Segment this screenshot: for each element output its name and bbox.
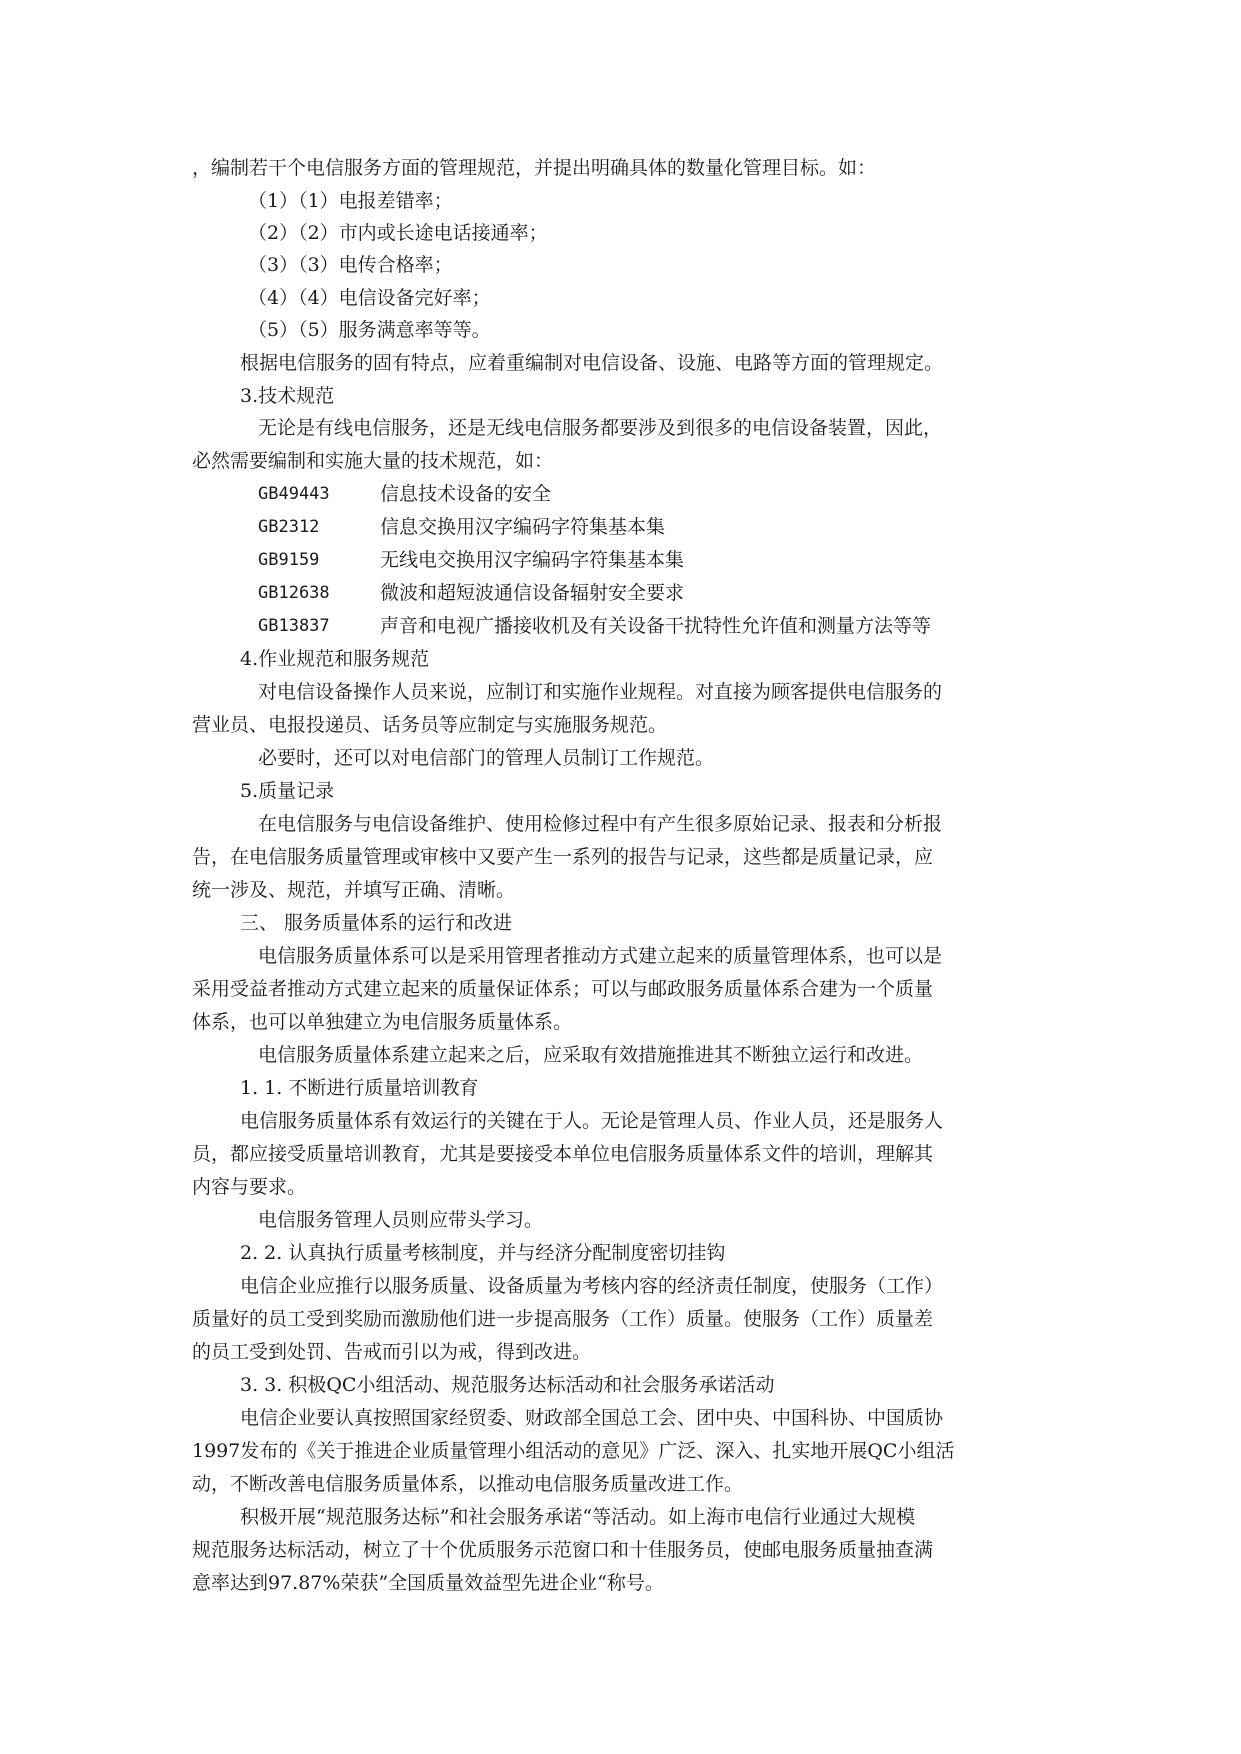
paragraph-line: 必然需要编制和实施大量的技术规范，如：	[192, 450, 554, 472]
paragraph-line: 无论是有线电信服务，还是无线电信服务都要涉及到很多的电信设备装置，因此，	[258, 417, 943, 439]
paragraph-line: 的员工受到处罚、告戒而引以为戒，得到改进。	[192, 1341, 592, 1363]
list-item: （2）（2）市内或长途电话接通率；	[248, 222, 548, 244]
paragraph-line: 规范服务达标活动，树立了十个优质服务示范窗口和十佳服务员，使邮电服务质量抽查满	[192, 1539, 934, 1561]
list-item: （1）（1）电报差错率；	[248, 190, 453, 212]
paragraph-line: 对电信设备操作人员来说，应制订和实施作业规程。对直接为顾客提供电信服务的	[258, 681, 943, 703]
list-item: （4）（4）电信设备完好率；	[248, 287, 491, 309]
section-heading: 1. 1. 不断进行质量培训教育	[240, 1077, 479, 1099]
standard-title: 无线电交换用汉字编码字符集基本集	[380, 549, 685, 571]
standard-code: GB12638	[258, 583, 330, 603]
paragraph-line: 质量好的员工受到奖励而激励他们进一步提高服务（工作）质量。使服务（工作）质量差	[192, 1308, 934, 1330]
paragraph-line: 营业员、电报投递员、话务员等应制定与实施服务规范。	[192, 714, 668, 736]
paragraph-line: 统一涉及、规范，并填写正确、清晰。	[192, 879, 516, 901]
section-heading: 2. 2. 认真执行质量考核制度，并与经济分配制度密切挂钩	[240, 1242, 726, 1264]
paragraph-line: ，编制若干个电信服务方面的管理规范，并提出明确具体的数量化管理目标。如：	[192, 157, 877, 179]
standard-title: 微波和超短波通信设备辐射安全要求	[380, 582, 685, 604]
standard-code: GB2312	[258, 517, 320, 537]
paragraph-line: 采用受益者推动方式建立起来的质量保证体系；可以与邮政服务质量体系合建为一个质量	[192, 978, 934, 1000]
paragraph-line: 电信服务质量体系有效运行的关键在于人。无论是管理人员、作业人员，还是服务人	[240, 1110, 944, 1132]
paragraph-line: 电信服务管理人员则应带头学习。	[258, 1209, 544, 1231]
paragraph-line: 积极开展“规范服务达标”和社会服务承诺“等活动。如上海市电信行业通过大规模	[240, 1506, 916, 1528]
paragraph-line: 电信企业要认真按照国家经贸委、财政部全国总工会、团中央、中国科协、中国质协	[240, 1407, 944, 1429]
paragraph-line: 员，都应接受质量培训教育，尤其是要接受本单位电信服务质量体系文件的培训，理解其	[192, 1143, 934, 1165]
paragraph-line: 必要时，还可以对电信部门的管理人员制订工作规范。	[258, 747, 715, 769]
paragraph-line: 动，不断改善电信服务质量体系，以推动电信服务质量改进工作。	[192, 1473, 744, 1495]
list-item: （5）（5）服务满意率等等。	[248, 319, 491, 341]
section-heading: 三、 服务质量体系的运行和改进	[240, 912, 513, 934]
paragraph-line: 意率达到97.87%荣获”全国质量效益型先进企业“称号。	[192, 1572, 664, 1594]
standard-code: GB9159	[258, 550, 320, 570]
section-heading: 5.质量记录	[240, 780, 335, 802]
paragraph-line: 电信服务质量体系可以是采用管理者推动方式建立起来的质量管理体系，也可以是	[258, 945, 943, 967]
standard-title: 声音和电视广播接收机及有关设备干扰特性允许值和测量方法等等	[380, 615, 932, 637]
section-heading: 3. 3. 积极QC小组活动、规范服务达标活动和社会服务承诺活动	[240, 1374, 775, 1396]
section-heading: 4.作业规范和服务规范	[240, 648, 430, 670]
list-item: （3）（3）电传合格率；	[248, 254, 453, 276]
paragraph-line: 在电信服务与电信设备维护、使用检修过程中有产生很多原始记录、报表和分析报	[258, 813, 943, 835]
paragraph-line: 1997发布的《关于推进企业质量管理小组活动的意见》广泛、深入、扎实地开展QC小组活	[192, 1440, 955, 1462]
section-heading: 3.技术规范	[240, 385, 335, 407]
standard-code: GB49443	[258, 484, 330, 504]
paragraph-line: 电信服务质量体系建立起来之后，应采取有效措施推进其不断独立运行和改进。	[258, 1044, 924, 1066]
standard-title: 信息技术设备的安全	[380, 483, 552, 505]
paragraph-line: 告，在电信服务质量管理或审核中又要产生一系列的报告与记录，这些都是质量记录，应	[192, 846, 934, 868]
standard-title: 信息交换用汉字编码字符集基本集	[380, 516, 666, 538]
standard-code: GB13837	[258, 616, 330, 636]
paragraph-line: 电信企业应推行以服务质量、设备质量为考核内容的经济责任制度，使服务（工作）	[240, 1275, 944, 1297]
paragraph-line: 内容与要求。	[192, 1176, 307, 1198]
paragraph-line: 体系，也可以单独建立为电信服务质量体系。	[192, 1011, 573, 1033]
paragraph-line: 根据电信服务的固有特点，应着重编制对电信设备、设施、电路等方面的管理规定。	[240, 352, 944, 374]
